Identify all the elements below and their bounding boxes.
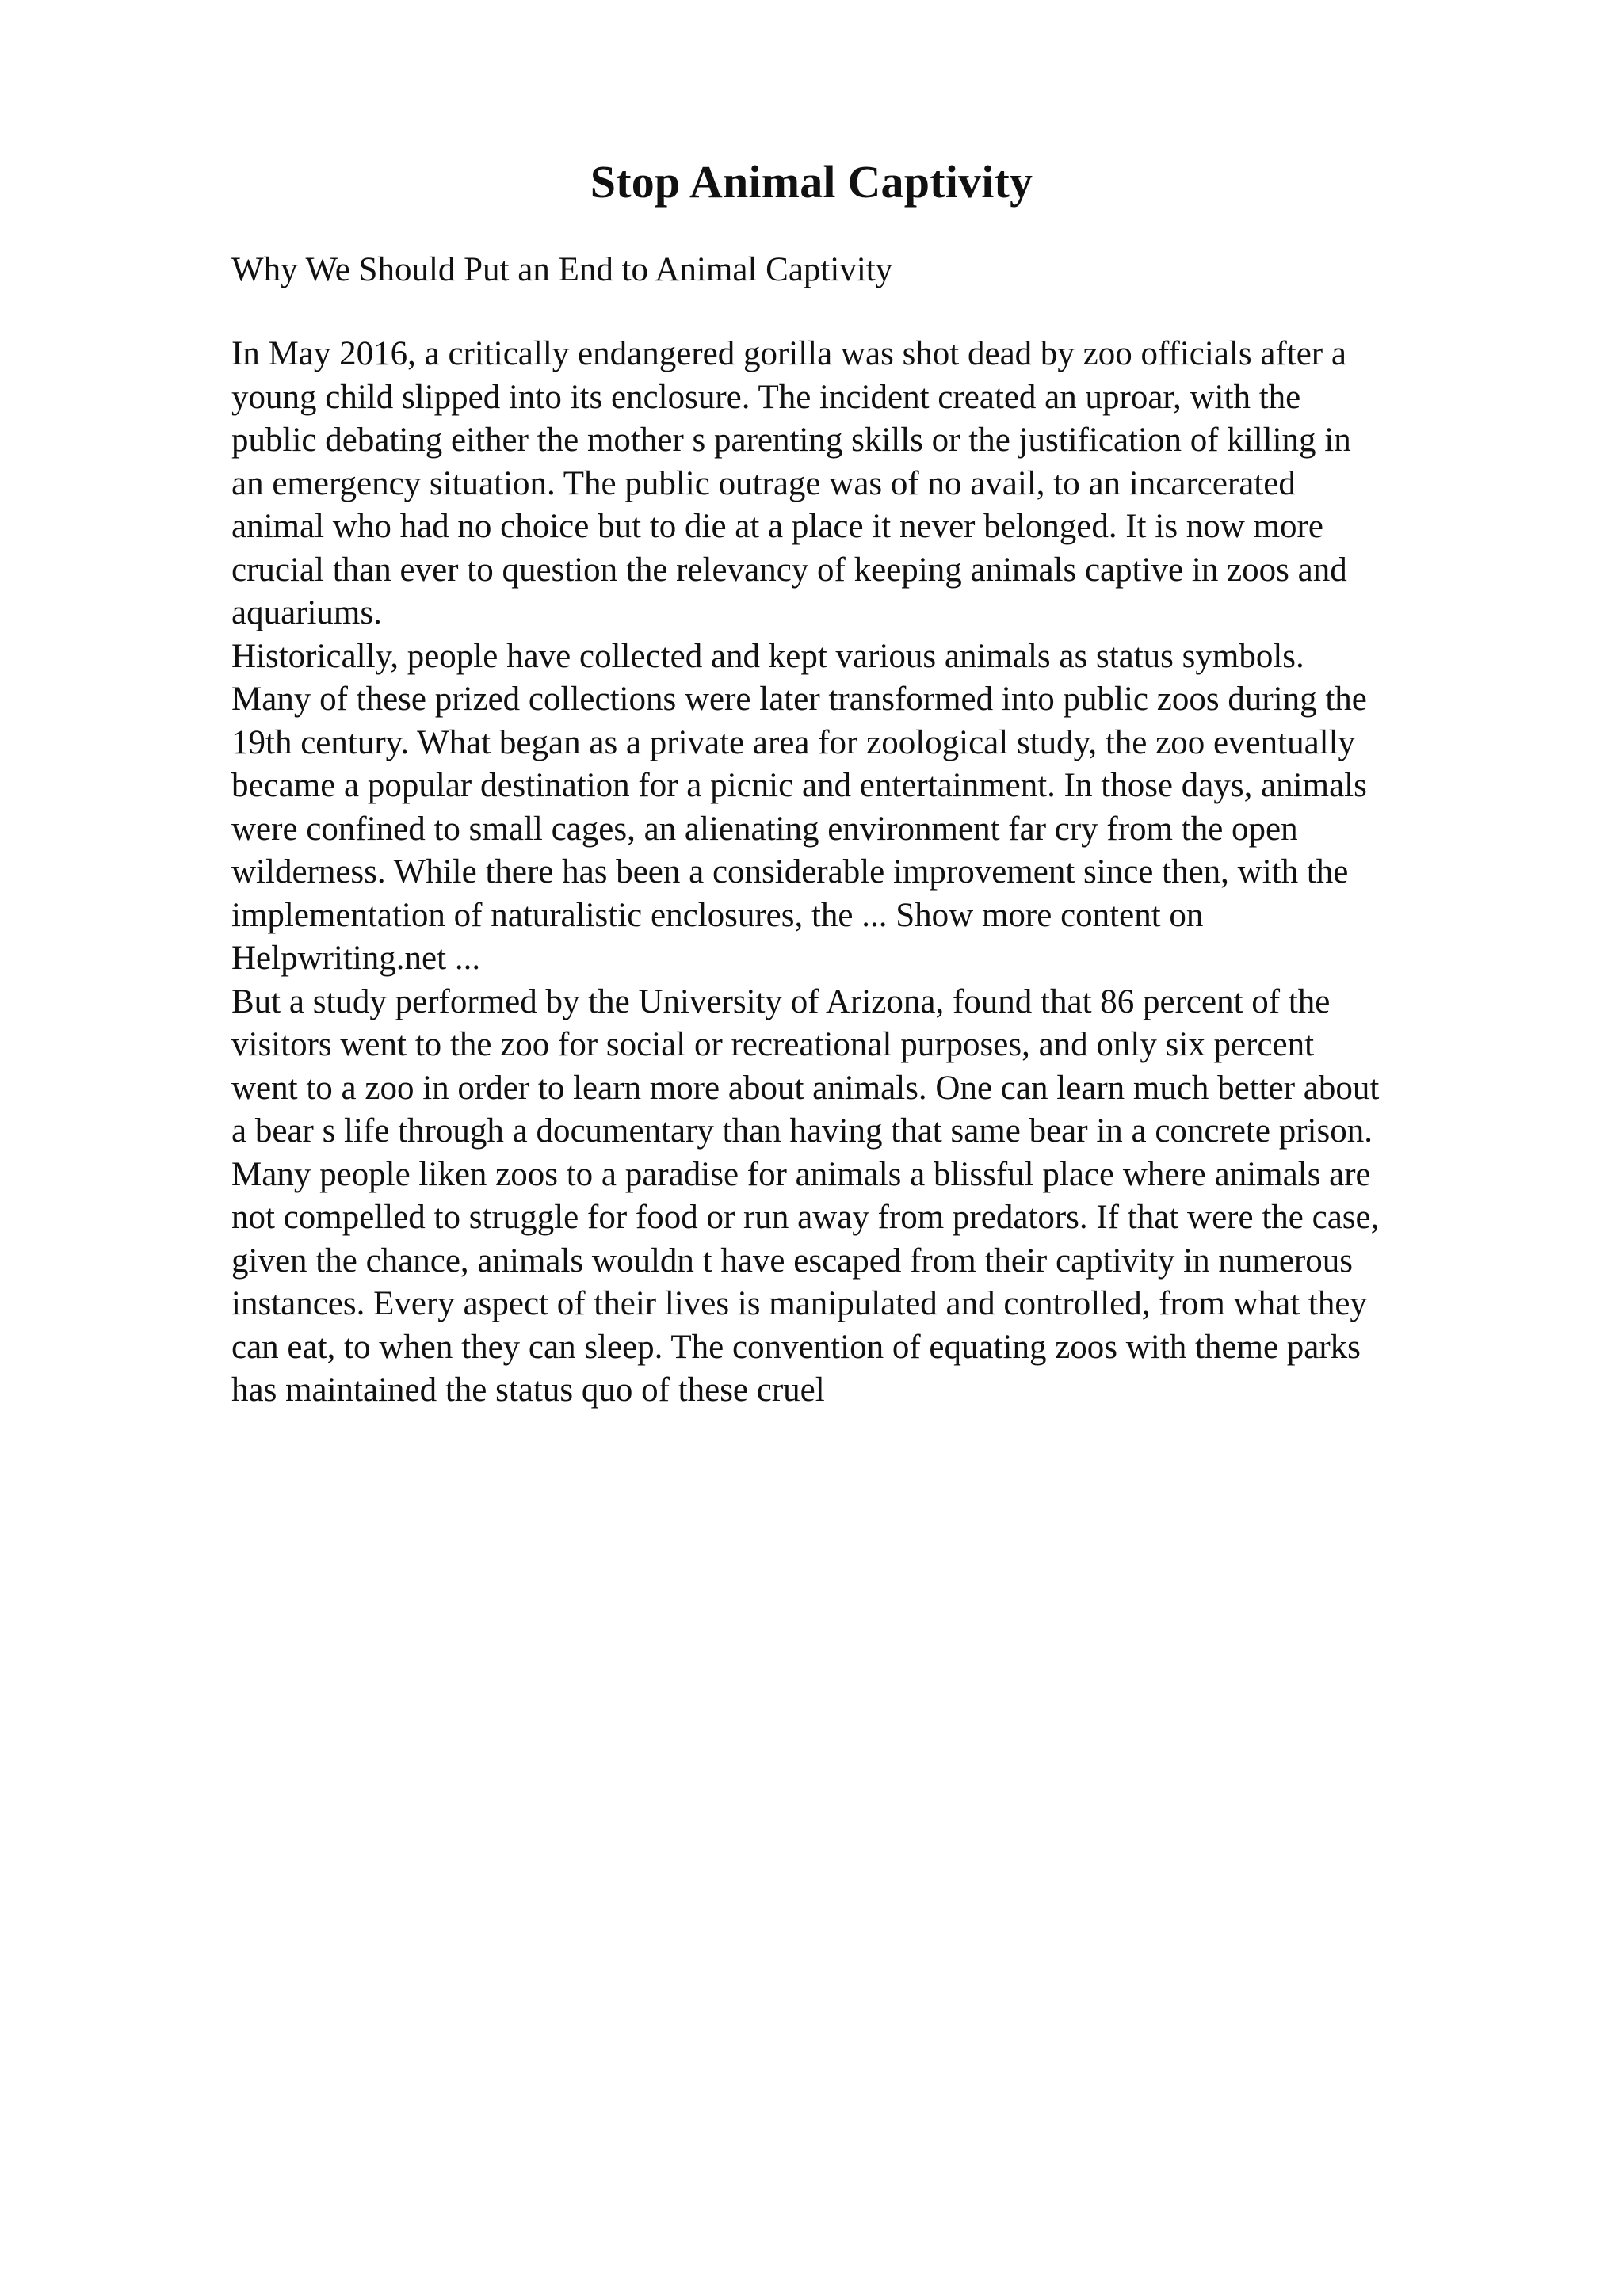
document-title: Stop Animal Captivity [590, 156, 1033, 208]
document-subtitle: Why We Should Put an End to Animal Captivity [231, 251, 893, 288]
text-line: a bear s life through a documentary than having that same bear in a concrete prison. [231, 1112, 1373, 1150]
text-line: not compelled to struggle for food or run away from predators. If that were the case, [231, 1199, 1380, 1236]
text-line: Historically, people have collected and kept various animals as status symbols. [231, 637, 1304, 675]
text-line: can eat, to when they can sleep. The convention of equating zoos with theme parks [231, 1328, 1361, 1366]
text-line: In May 2016, a critically endangered gorilla was shot dead by zoo officials after a [231, 335, 1346, 372]
document-body [231, 244, 1499, 1413]
text-line: wilderness. While there has been a considerable improvement since then, with the [231, 853, 1349, 891]
text-line: were confined to small cages, an alienating environment far cry from the open [231, 810, 1298, 848]
text-line: crucial than ever to question the relevancy of keeping animals captive in zoos and [231, 551, 1347, 589]
text-line: visitors went to the zoo for social or recreational purposes, and only six percent [231, 1026, 1315, 1063]
text-line: has maintained the status quo of these cruel [231, 1371, 825, 1409]
text-line: Many people liken zoos to a paradise for animals a blissful place where animals are [231, 1155, 1371, 1193]
text-line: aquariums. [231, 594, 382, 631]
text-line: went to a zoo in order to learn more about animals. One can learn much better about [231, 1069, 1380, 1107]
paragraph-gap [231, 296, 1499, 333]
text-line: instances. Every aspect of their lives is manipulated and controlled, from what they [231, 1285, 1367, 1322]
text-line: animal who had no choice but to die at a place it never belonged. It is now more [231, 508, 1323, 545]
text-line: young child slipped into its enclosure. The incident created an uproar, with the [231, 378, 1301, 416]
text-line: an emergency situation. The public outrage was of no avail, to an incarcerated [231, 464, 1296, 502]
text-line: given the chance, animals wouldn t have escaped from their captivity in numerous [231, 1241, 1353, 1280]
text-line: public debating either the mother s parenting skills or the justification of killing in [231, 421, 1351, 459]
text-line: Helpwriting.net ... [231, 940, 481, 977]
text-line: Many of these prized collections were later transformed into public zoos during the [231, 681, 1367, 718]
text-line: implementation of naturalistic enclosures, the ... Show more content on [231, 896, 1204, 934]
text-line: But a study performed by the University of Arizona, found that 86 percent of the [231, 982, 1331, 1020]
text-line: 19th century. What began as a private area for zoological study, the zoo eventually [231, 723, 1356, 761]
text-line: became a popular destination for a picnic and entertainment. In those days, animals [231, 767, 1367, 804]
text-lines [231, 333, 1499, 1413]
